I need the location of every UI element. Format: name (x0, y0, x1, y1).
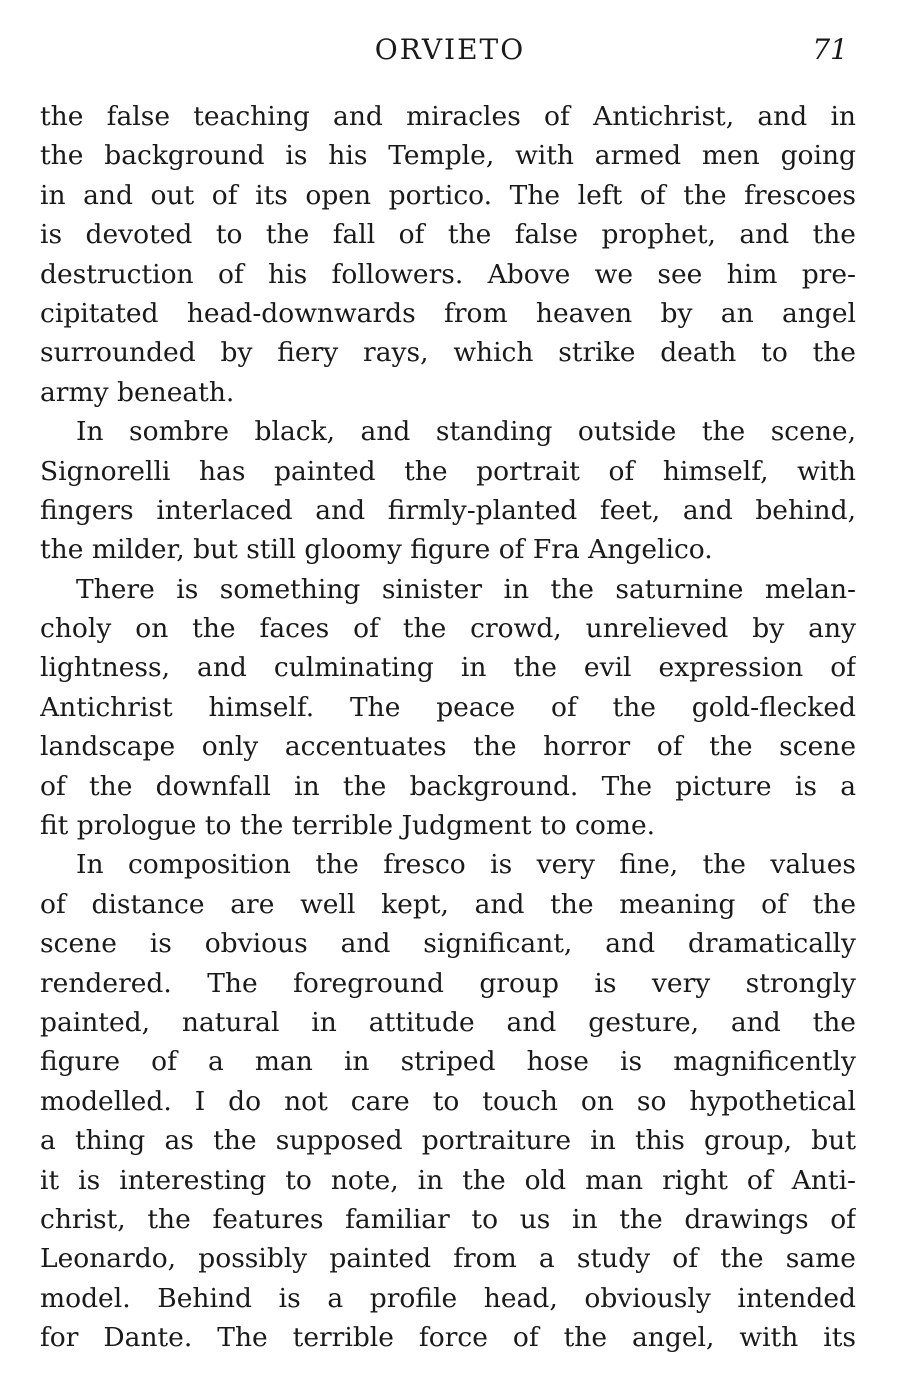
text-line: modelled. I do not care to touch on so hypothetical (40, 1085, 856, 1117)
text-line: choly on the faces of the crowd, unrelieved by any (40, 613, 856, 645)
text-line: christ, the features familiar to us in the drawings of (40, 1203, 856, 1235)
text-line: rendered. The foreground group is very strongly (40, 967, 856, 999)
running-head (0, 30, 900, 70)
text-line: In composition the fresco is very fine, the values (76, 849, 856, 881)
text-line: of distance are well kept, and the meaning of the (40, 888, 856, 920)
text-line: the milder, but still gloomy figure of Fra Angelico. (40, 534, 713, 566)
text-line: In sombre black, and standing outside the scene, (76, 416, 856, 448)
text-line: model. Behind is a profile head, obviously intended (40, 1282, 856, 1314)
text-line: destruction of his followers. Above we see him pre- (40, 258, 856, 290)
text-line: surrounded by fiery rays, which strike death to the (40, 337, 856, 369)
text-line: fit prologue to the terrible Judgment to come. (40, 810, 656, 842)
body-text (40, 97, 856, 1358)
text-line: in and out of its open portico. The left of the frescoes (40, 179, 856, 211)
text-line: a thing as the supposed portraiture in this group, but (40, 1125, 856, 1157)
text-line: it is interesting to note, in the old man right of Anti- (40, 1164, 856, 1196)
text-line: landscape only accentuates the horror of the scene (40, 731, 856, 763)
text-line: of the downfall in the background. The picture is a (40, 770, 856, 802)
text-line: cipitated head-downwards from heaven by an angel (40, 297, 856, 329)
page-number: 71 (812, 33, 848, 66)
text-line: for Dante. The terrible force of the angel, with its (40, 1322, 856, 1354)
text-line: Leonardo, possibly painted from a study of the same (40, 1243, 856, 1275)
text-line: Antichrist himself. The peace of the gold-flecked (40, 691, 856, 723)
text-line: figure of a man in striped hose is magnificently (40, 1046, 856, 1078)
text-line: scene is obvious and significant, and dramatically (40, 928, 856, 960)
running-title: ORVIETO (374, 33, 526, 66)
text-line: the false teaching and miracles of Antichrist, and in (40, 101, 856, 132)
text-line: fingers interlaced and firmly-planted feet, and behind, (40, 494, 856, 526)
text-line: There is something sinister in the saturnine melan- (76, 573, 856, 605)
text-line: the background is his Temple, with armed men going (40, 140, 856, 172)
text-line: is devoted to the fall of the false prophet, and the (40, 219, 856, 251)
text-line: lightness, and culminating in the evil expression of (40, 652, 856, 684)
text-line: Signorelli has painted the portrait of himself, with (40, 455, 856, 487)
text-line: army beneath. (40, 376, 235, 408)
text-line: painted, natural in attitude and gesture, and the (40, 1006, 856, 1038)
